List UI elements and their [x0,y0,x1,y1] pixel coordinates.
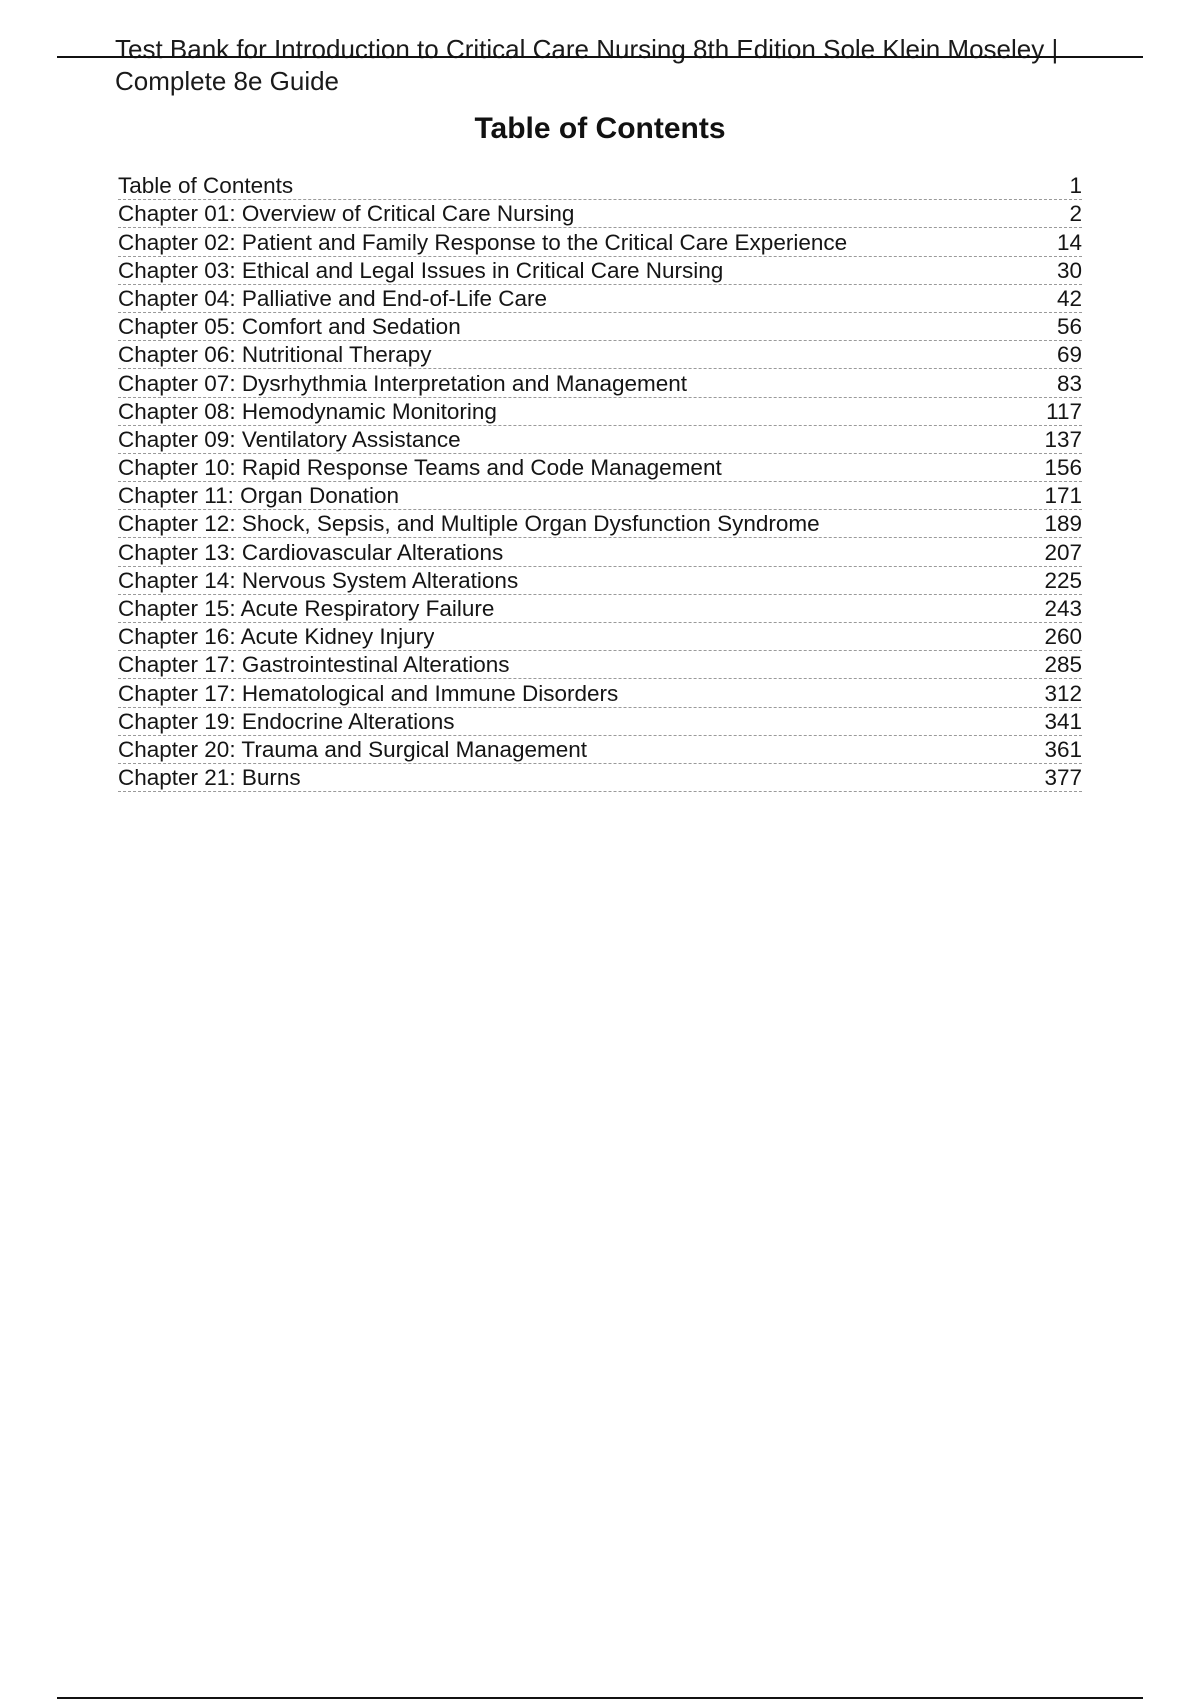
toc-entry-label: Chapter 17: Hematological and Immune Disorders [118,680,619,706]
toc-entry[interactable] [118,172,1082,200]
toc-entry-label: Chapter 19: Endocrine Alterations [118,708,455,734]
toc-entry-page: 243 [1044,596,1082,621]
toc-entry[interactable] [118,679,1082,707]
toc-entry-label: Chapter 16: Acute Kidney Injury [118,624,435,650]
toc-entry-label: Chapter 15: Acute Respiratory Failure [118,596,495,621]
toc-entry[interactable] [118,538,1082,566]
toc-entry-page: 156 [1044,455,1082,481]
toc-list [118,172,1082,792]
toc-entry-page: 260 [1044,624,1082,650]
toc-entry-page: 171 [1044,483,1082,509]
toc-entry[interactable] [118,426,1082,454]
toc-entry-label: Chapter 20: Trauma and Surgical Management [118,736,588,762]
page-title: Table of Contents [474,112,726,145]
toc-entry-label: Chapter 01: Overview of Critical Care Nursing [118,201,575,227]
toc-entry[interactable] [118,341,1082,369]
document-header: Test Bank for Introduction to Critical Care Nursing 8th Edition Sole Klein Moseley | Complete 8e Guide [115,34,1059,96]
toc-entry-page: 2 [1069,201,1082,227]
toc-entry-page: 312 [1044,680,1082,706]
toc-entry[interactable] [118,764,1082,792]
toc-entry[interactable] [118,200,1082,228]
toc-entry-label: Chapter 11: Organ Donation [118,483,400,509]
toc-entry-label: Chapter 10: Rapid Response Teams and Code Management [118,455,722,481]
toc-entry-label: Chapter 05: Comfort and Sedation [118,314,461,340]
toc-entry-label: Chapter 02: Patient and Family Response to the Critical Care Experience [118,229,848,255]
toc-entry[interactable] [118,567,1082,595]
toc-entry[interactable] [118,313,1082,341]
toc-entry[interactable] [118,651,1082,679]
toc-entry-label: Chapter 14: Nervous System Alterations [118,567,519,593]
toc-entry[interactable] [118,454,1082,482]
toc-entry-label: Chapter 17: Gastrointestinal Alterations [118,652,510,678]
toc-entry[interactable] [118,228,1082,256]
toc-entry-page: 117 [1046,398,1082,424]
toc-entry-label: Chapter 07: Dysrhythmia Interpretation and Management [118,370,688,396]
toc-entry-page: 189 [1044,511,1082,537]
toc-entry-page: 285 [1044,652,1082,678]
toc-entry-label: Table of Contents [118,173,294,199]
toc-entry-label: Chapter 03: Ethical and Legal Issues in Critical Care Nursing [118,257,724,283]
toc-entry[interactable] [118,285,1082,313]
toc-entry-label: Chapter 09: Ventilatory Assistance [118,426,461,452]
toc-entry-page: 1 [1069,173,1082,199]
toc-entry-label: Chapter 12: Shock, Sepsis, and Multiple Organ Dysfunction Syndrome [118,511,820,537]
toc-entry-page: 137 [1044,426,1082,452]
toc-entry[interactable] [118,369,1082,397]
toc-entry[interactable] [118,482,1082,510]
toc-entry-page: 56 [1056,314,1082,340]
toc-entry-label: Chapter 08: Hemodynamic Monitoring [118,398,497,424]
toc-entry-page: 69 [1056,342,1082,368]
toc-entry[interactable] [118,510,1082,538]
toc-entry-label: Chapter 21: Burns [118,765,301,791]
footer-rule [57,1697,1143,1699]
toc-entry[interactable] [118,595,1082,623]
header-rule [57,56,1143,58]
toc-entry[interactable] [118,736,1082,764]
toc-entry-label: Chapter 13: Cardiovascular Alterations [118,539,504,565]
toc-entry-page: 83 [1056,370,1082,396]
toc-entry-label: Chapter 04: Palliative and End-of-Life Care [118,285,547,311]
toc-entry-page: 341 [1044,708,1082,734]
toc-entry-page: 207 [1044,539,1082,565]
toc-entry-page: 30 [1056,257,1082,283]
toc-entry-page: 14 [1056,229,1082,255]
toc-entry[interactable] [118,708,1082,736]
toc-entry-label: Chapter 06: Nutritional Therapy [118,342,432,368]
toc-entry[interactable] [118,398,1082,426]
toc-entry-page: 225 [1044,567,1082,593]
toc-entry-page: 361 [1044,736,1082,762]
toc-entry[interactable] [118,257,1082,285]
toc-entry[interactable] [118,623,1082,651]
toc-entry-page: 42 [1056,285,1082,311]
toc-entry-page: 377 [1044,765,1082,791]
